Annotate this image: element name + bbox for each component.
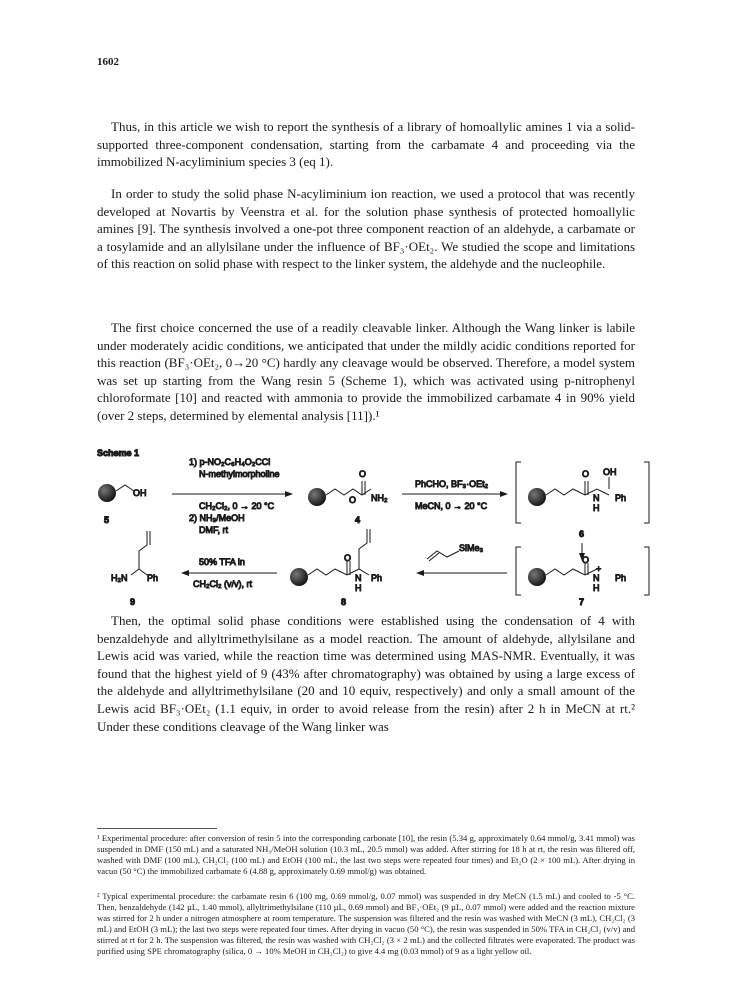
linker-6 [546,489,609,495]
atom-ph-9: Ph [147,573,159,583]
paragraph-1: Thus, in this article we wish to report the synthesis of a library of homoallylic amines 1 via a solid-supported three-component condensation, starting from the carbamate 4 and proceeding via the immobilized N-acyliminium species 3 (eq 1). [97,119,635,170]
atom-n-6: N [593,493,600,503]
cond2-line1: PhCHO, BF₃·OEt₂ [415,479,489,489]
cond1-line5: DMF, rt [199,525,228,535]
label-7: 7 [579,597,585,607]
atom-oh: OH [133,488,147,498]
footnote-1: ¹ Experimental procedure: after conversion of resin 5 into the corresponding carbonate [10], the resin (5.34 g, approximately 0.64 mmol/g, 3.41 mmol) was suspended in DMF (150 mL) and a saturated NH₃/MeOH solution (10.3 mL, 20.5 mmol) was added. After stirring for 18 h at rt, the resin was filtered off, washed with DMF (100 mL), CH₂Cl₂ (100 mL) and EtOH (100 mL, the last two steps were repeated four times) and Et₂O (2 × 100 mL). After drying in vacuo (50 °C) the immobilized carbamate 6 (4.88 g, approximately 0.69 mmol/g) was obtained. [97,833,635,876]
atom-oh-6: OH [603,467,617,477]
resin-bead-5 [98,484,116,502]
linker-7 [546,569,597,575]
resin-bead-6 [528,488,546,506]
allylsilane-double-bond [429,553,439,561]
bracket-left-6 [516,462,521,523]
paragraph-2: In order to study the solid phase N-acyliminium ion reaction, we used a protocol that was recently developed at Novartis by Veenstra et al. for the solution phase synthesis of protected homoallylic amines [9]. The synthesis involved a one-pot three component reaction of an aldehyde, a carbamate or a tosylamide and an allylsilane under the influence of BF₃·OEt₂. We studied the scope and limitations of this reaction on solid phase with respect to the linker system, the aldehyde and the nucleophile. [97,186,635,272]
atom-o-8: O [344,553,352,563]
scheme-1-drawing [97,447,657,607]
cond1-line4: 2) NH₃/MeOH [189,513,245,523]
label-6: 6 [579,529,585,539]
bracket-left-7 [516,547,521,595]
atom-h-6: H [593,503,600,513]
cond4-line2: CH₂Cl₂ (v/v), rt [193,579,252,589]
atom-ph-6: Ph [615,493,627,503]
atom-n-8: N [355,573,362,583]
atom-o-4: O [359,469,367,479]
atom-n-7: N [593,573,600,583]
paragraph-3: The first choice concerned the use of a readily cleavable linker. Although the Wang linker is labile under moderately acidic conditions, we anticipated that under the mildly acidic conditions reported for this reaction (BF₃·OEt₂, 0→20 °C) hardly any cleavage would be observed. Therefore, a model system was set up starting from the Wang resin 5 (Scheme 1), which was activated using p-nitrophenyl chloroformate [10] and reacted with ammonia to provide the immobilized carbamate 4 in 90% yield (over 2 steps, determined by elemental analysis [11]).¹ [97,320,635,423]
cond2-line2: MeCN, 0 → 20 °C [415,501,488,511]
label-5: 5 [104,515,110,525]
atom-ph-8: Ph [371,573,383,583]
bracket-right-6 [644,462,649,523]
paragraph-4: Then, the optimal solid phase conditions were established using the condensation of 4 with benzaldehyde and allyltrimethylsilane as a model reaction. The amount of aldehyde, allylsilane and Lewis acid was varied, while the reaction time was determined using MAS-NMR. Eventually, it was found that the highest yield of 9 (43% after chromatography) was obtained by using a large excess of the aldehyde and allyltrimethylsilane (20 and 10 equiv, respectively) and only a small amount of the Lewis acid BF₃·OEt₂ (1.1 equiv, in order to avoid release from the resin) after 2 h in MeCN at rt.² Under these conditions cleavage of the Wang linker was [97,613,635,734]
cond1-line2: N-methylmorpholine [199,469,280,479]
bracket-right-7 [644,547,649,595]
allyl-chain-8 [359,529,367,569]
atom-nh2: NH₂ [371,493,388,503]
label-4: 4 [355,515,361,525]
allylsilane-structure [427,551,459,559]
linker-5 [116,485,134,491]
atom-o-6: O [582,469,590,479]
label-9: 9 [130,597,136,607]
atom-h-8: H [355,583,362,593]
atom-o-ester-4: O [349,495,357,505]
footnote-2: ² Typical experimental procedure: the carbamate resin 6 (100 mg, 0.69 mmol/g, 0.07 mmol) was suspended in dry MeCN (1.5 mL) and cooled to -5 °C. Then, benzaldehyde (142 µL, 1.40 mmol), allyltrimethylsilane (110 µL, 0.69 mmol) and BF₃·OEt₂ (9 µL, 0.07 mmol) were added and the reaction mixture was stirred for 2 h under a nitrogen atmosphere at room temperature. The suspension was filtered and the resin was washed with MeCN (3 mL), CH₂Cl₂ (3 mL) and EtOH (3 mL); the last two steps were repeated four times. After drying in vacuo (50 °C), the resin was suspended in 50% TFA in CH₂Cl₂ (v/v) and stirred at rt for 2 h. The suspension was filtered, the resin was washed with CH₂Cl₂ (3 × 2 mL) and the collected filtrates were evaporated. The product was purified using SPE chromatography (silica, 0 → 10% MeOH in CH₂Cl₂) to give 4.4 mg (0.03 mmol) of 9 as a light yellow oil. [97,891,635,956]
atom-h2n: H₂N [111,573,128,583]
atom-plus-7: + [596,564,602,574]
atom-h-7: H [593,583,600,593]
page-number: 1602 [97,56,119,68]
amine-backbone-9 [131,569,147,575]
scheme-title: Scheme 1 [97,448,140,458]
footnote-rule [97,828,217,829]
resin-bead-4 [308,488,326,506]
resin-bead-8 [290,568,308,586]
resin-bead-7 [528,568,546,586]
cond1-line3: CH₂Cl₂, 0 → 20 °C [199,501,275,511]
scheme-1 [97,447,657,607]
allyl-chain-9 [139,531,147,569]
atom-ph-7: Ph [615,573,627,583]
cond1-line1: 1) p-NO₂C₆H₄O₂CCl [189,457,271,467]
label-8: 8 [341,597,347,607]
reagent-allylsilane: SiMe₃ [459,543,484,553]
atom-o-7: O [582,555,590,565]
cond4-line1: 50% TFA in [199,557,245,567]
